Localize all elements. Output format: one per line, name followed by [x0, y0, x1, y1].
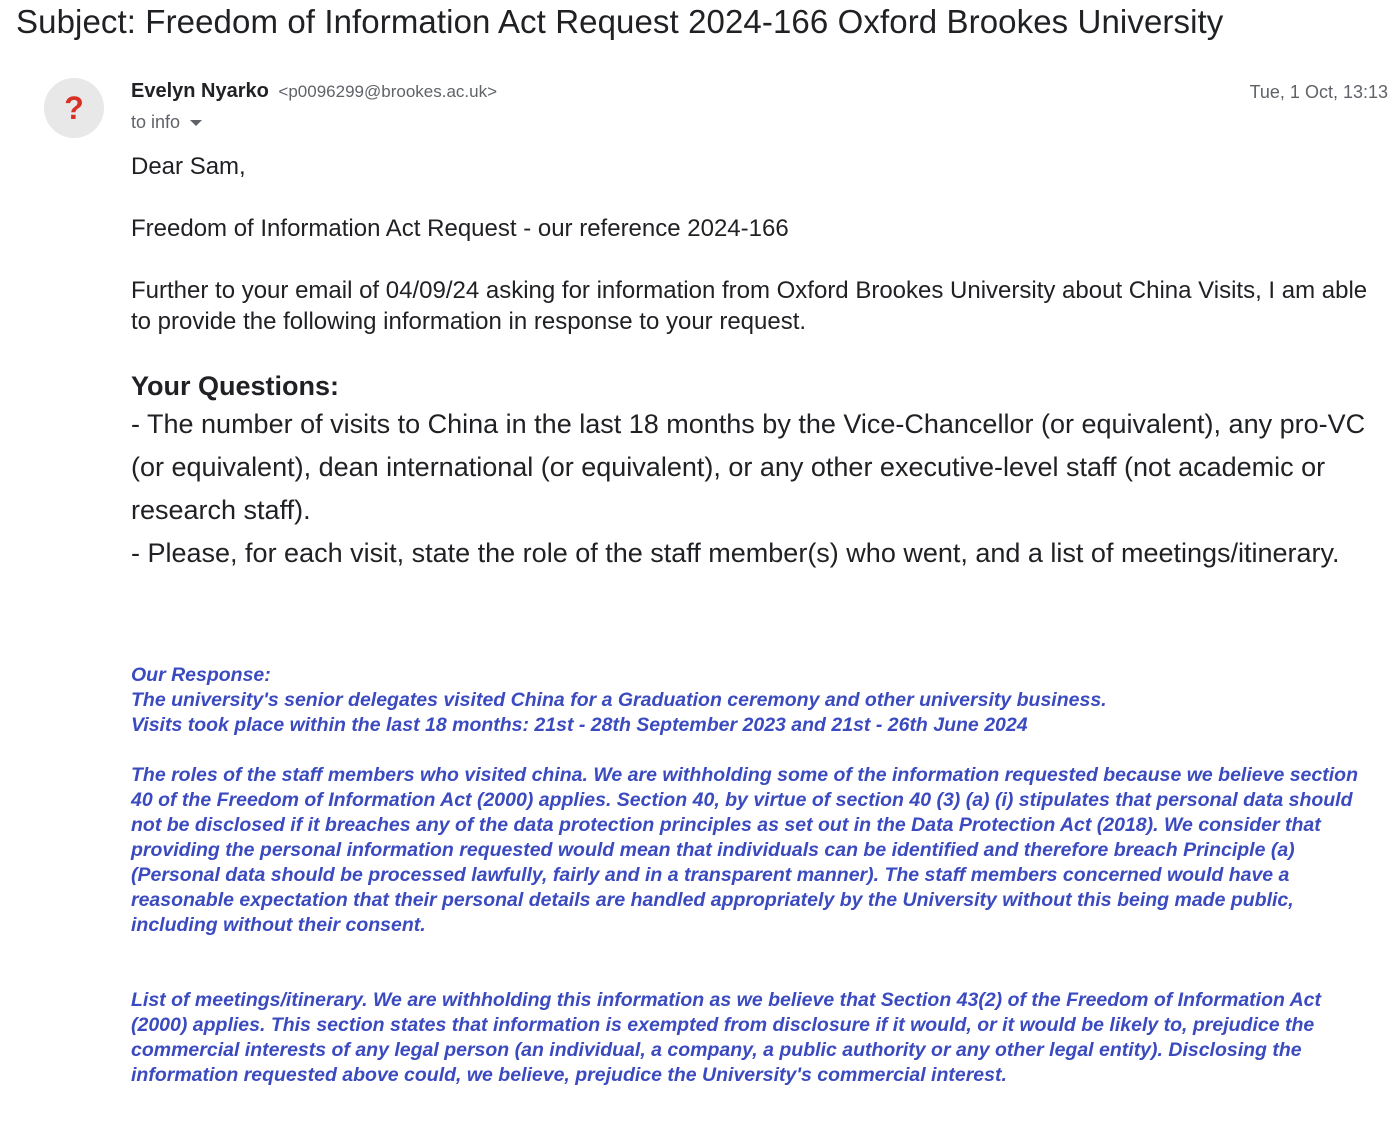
recipients-label: to info — [131, 112, 181, 132]
question-item: - Please, for each visit, state the role of the staff member(s) who went, and a list of meetings/itinerary. — [131, 538, 1340, 568]
email-timestamp: Tue, 1 Oct, 13:13 — [1249, 82, 1388, 102]
email-subject: Subject: Freedom of Information Act Request 2024-166 Oxford Brookes University — [16, 3, 1224, 40]
response-line: The university's senior delegates visited China for a Graduation ceremony and other university business. — [131, 689, 1107, 711]
response-roles-paragraph: The roles of the staff members who visited china. We are withholding some of the information requested because we believe section 40 of the Freedom of Information Act (2000) applies. Section 40, by virtue of section 40 (3) (a) (i) stipulates that personal data should not be disclosed if it breaches any of the data protection principles as set out in the Data Protection Act (2018). We consider that providing the personal information requested would mean that individuals can be identified and therefore breach Principle (a) (Personal data should be processed lawfully, fairly and in a transparent manner). The staff members concerned would have a reasonable expectation that their personal details are handled appropriately by the University without this being made public, including without their consent. — [131, 764, 1358, 936]
response-meetings-paragraph: List of meetings/itinerary. We are withholding this information as we believe that Section 43(2) of the Freedom of Information Act (2000) applies. This section states that information is exempted from disclosure if it would, or it would be likely to, prejudice the commercial interests of any legal person (an individual, a company, a public authority or any other legal entity). Disclosing the information requested above could, we believe, prejudice the University's commercial interest. — [131, 989, 1322, 1086]
sender-email: <p0096299@brookes.ac.uk> — [278, 82, 498, 101]
sender-avatar[interactable] — [44, 78, 104, 138]
email-intro-paragraph: Further to your email of 04/09/24 asking for information from Oxford Brookes University about China Visits, I am able to provide the following information in response to your request. — [131, 277, 1368, 335]
unknown-sender-icon: ? — [64, 90, 84, 126]
questions-list — [131, 403, 1376, 575]
question-item: - The number of visits to China in the last 18 months by the Vice-Chancellor (or equivalent), any pro-VC (or equivalent), dean international (or equivalent), or any other executive-level staff (not academic or research staff). — [131, 409, 1366, 525]
recipients-toggle[interactable] — [131, 110, 202, 134]
sender-name[interactable]: Evelyn Nyarko — [131, 80, 269, 102]
email-reference-line: Freedom of Information Act Request - our reference 2024-166 — [131, 215, 789, 242]
questions-heading: Your Questions: — [131, 371, 340, 401]
sender-header — [131, 78, 497, 105]
response-heading: Our Response: — [131, 664, 271, 686]
chevron-down-icon[interactable] — [190, 120, 202, 126]
response-summary — [131, 663, 1381, 738]
email-greeting: Dear Sam, — [131, 153, 246, 180]
response-line: Visits took place within the last 18 months: 21st - 28th September 2023 and 21st - 26th June 2024 — [131, 714, 1028, 736]
